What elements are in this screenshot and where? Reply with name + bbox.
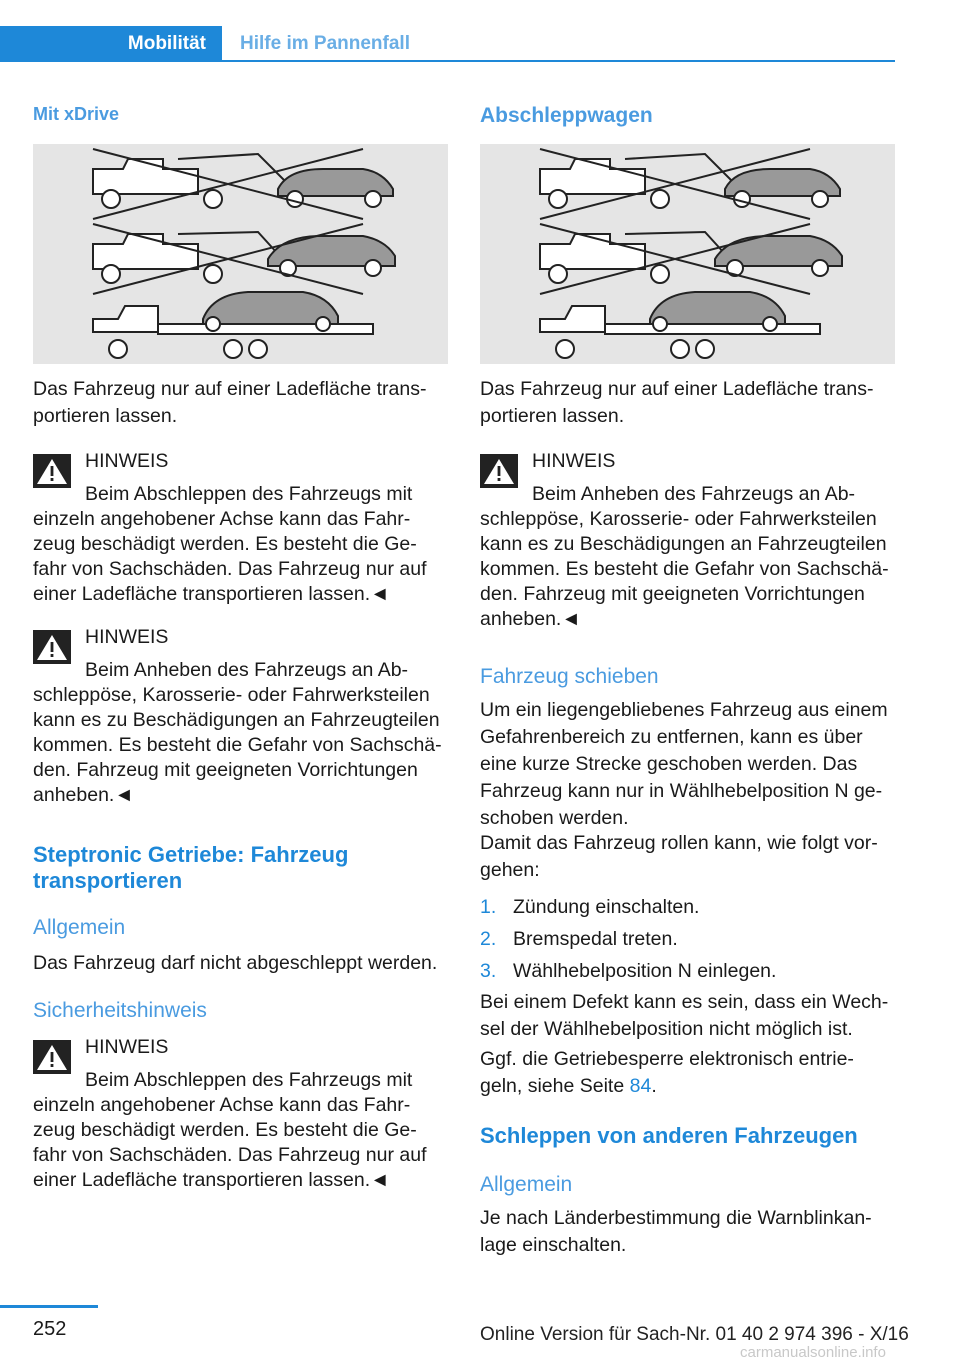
footer-version: Online Version für Sach-Nr. 01 40 2 974 396 - X/16 [480, 1324, 909, 1345]
warning-triangle-icon [33, 630, 71, 664]
figure-caption-abschleppwagen: Abschleppwagen [480, 104, 653, 127]
page-number: 252 [33, 1318, 67, 1340]
figure-caption-xdrive: Mit xDrive [33, 104, 120, 124]
warning-triangle-icon [33, 1040, 71, 1074]
header-rule [222, 60, 895, 62]
intro-text: Damit das Fahrzeug rollen kann, wie folgt vor- gehen: [480, 832, 878, 881]
defect-text: Bei einem Defekt kann es sein, dass ein Wech- sel der Wählhebelposition nicht möglich ist. [480, 991, 889, 1040]
warning-triangle-icon [480, 454, 518, 488]
towing-illustration-xdrive [33, 144, 448, 364]
getriebesperre-text: Ggf. die Getriebesperre elektronisch entrie- geln, siehe Seite 84. [480, 1048, 854, 1097]
footer-rule [0, 1305, 98, 1308]
steps-list [480, 894, 895, 990]
list-item: 2. Bremspedal treten. [480, 928, 678, 950]
subheading-allgemein: Allgemein [33, 916, 126, 939]
subheading-fahrzeug-schieben: Fahrzeug schieben [480, 665, 659, 688]
chapter-tab-mobilitaet[interactable]: Mobilität [0, 26, 222, 62]
page-link-84[interactable]: 84 [629, 1075, 652, 1097]
tow-truck-drawing [33, 144, 448, 364]
subheading-sicherheitshinweis: Sicherheitshinweis [33, 999, 207, 1022]
figure-text: Das Fahrzeug nur auf einer Ladefläche trans- portieren lassen. [33, 378, 427, 427]
watermark: carmanualsonline.info [740, 1344, 886, 1361]
section-title-schleppen: Schleppen von anderen Fahrzeugen [480, 1123, 858, 1148]
schieben-text: Um ein liegengebliebenes Fahrzeug aus einem Gefahrenbereich zu entfernen, kann es über eine kurze Strecke geschoben werden. Das Fahrzeug kann nur in Wählhebelposition N ge- schoben werden. [480, 699, 888, 829]
warning-triangle-icon [33, 454, 71, 488]
page-header [0, 26, 895, 62]
towing-illustration-abschleppwagen [480, 144, 895, 364]
section-title-steptronic: Steptronic Getriebe: Fahrzeug transportieren [33, 842, 349, 893]
list-item: 3. Wählhebelposition N einlegen. [480, 960, 777, 982]
figure-text: Das Fahrzeug nur auf einer Ladefläche trans- portieren lassen. [480, 378, 874, 427]
subheading-allgemein-right: Allgemein [480, 1173, 573, 1196]
warnblink-text: Je nach Länderbestimmung die Warnblinkan- lage einschalten. [480, 1207, 872, 1256]
section-tab-pannenfall[interactable]: Hilfe im Pannenfall [240, 33, 410, 54]
allgemein-text: Das Fahrzeug darf nicht abgeschleppt werden. [33, 952, 438, 974]
tow-truck-drawing [480, 144, 895, 364]
list-item: 1. Zündung einschalten. [480, 896, 700, 918]
